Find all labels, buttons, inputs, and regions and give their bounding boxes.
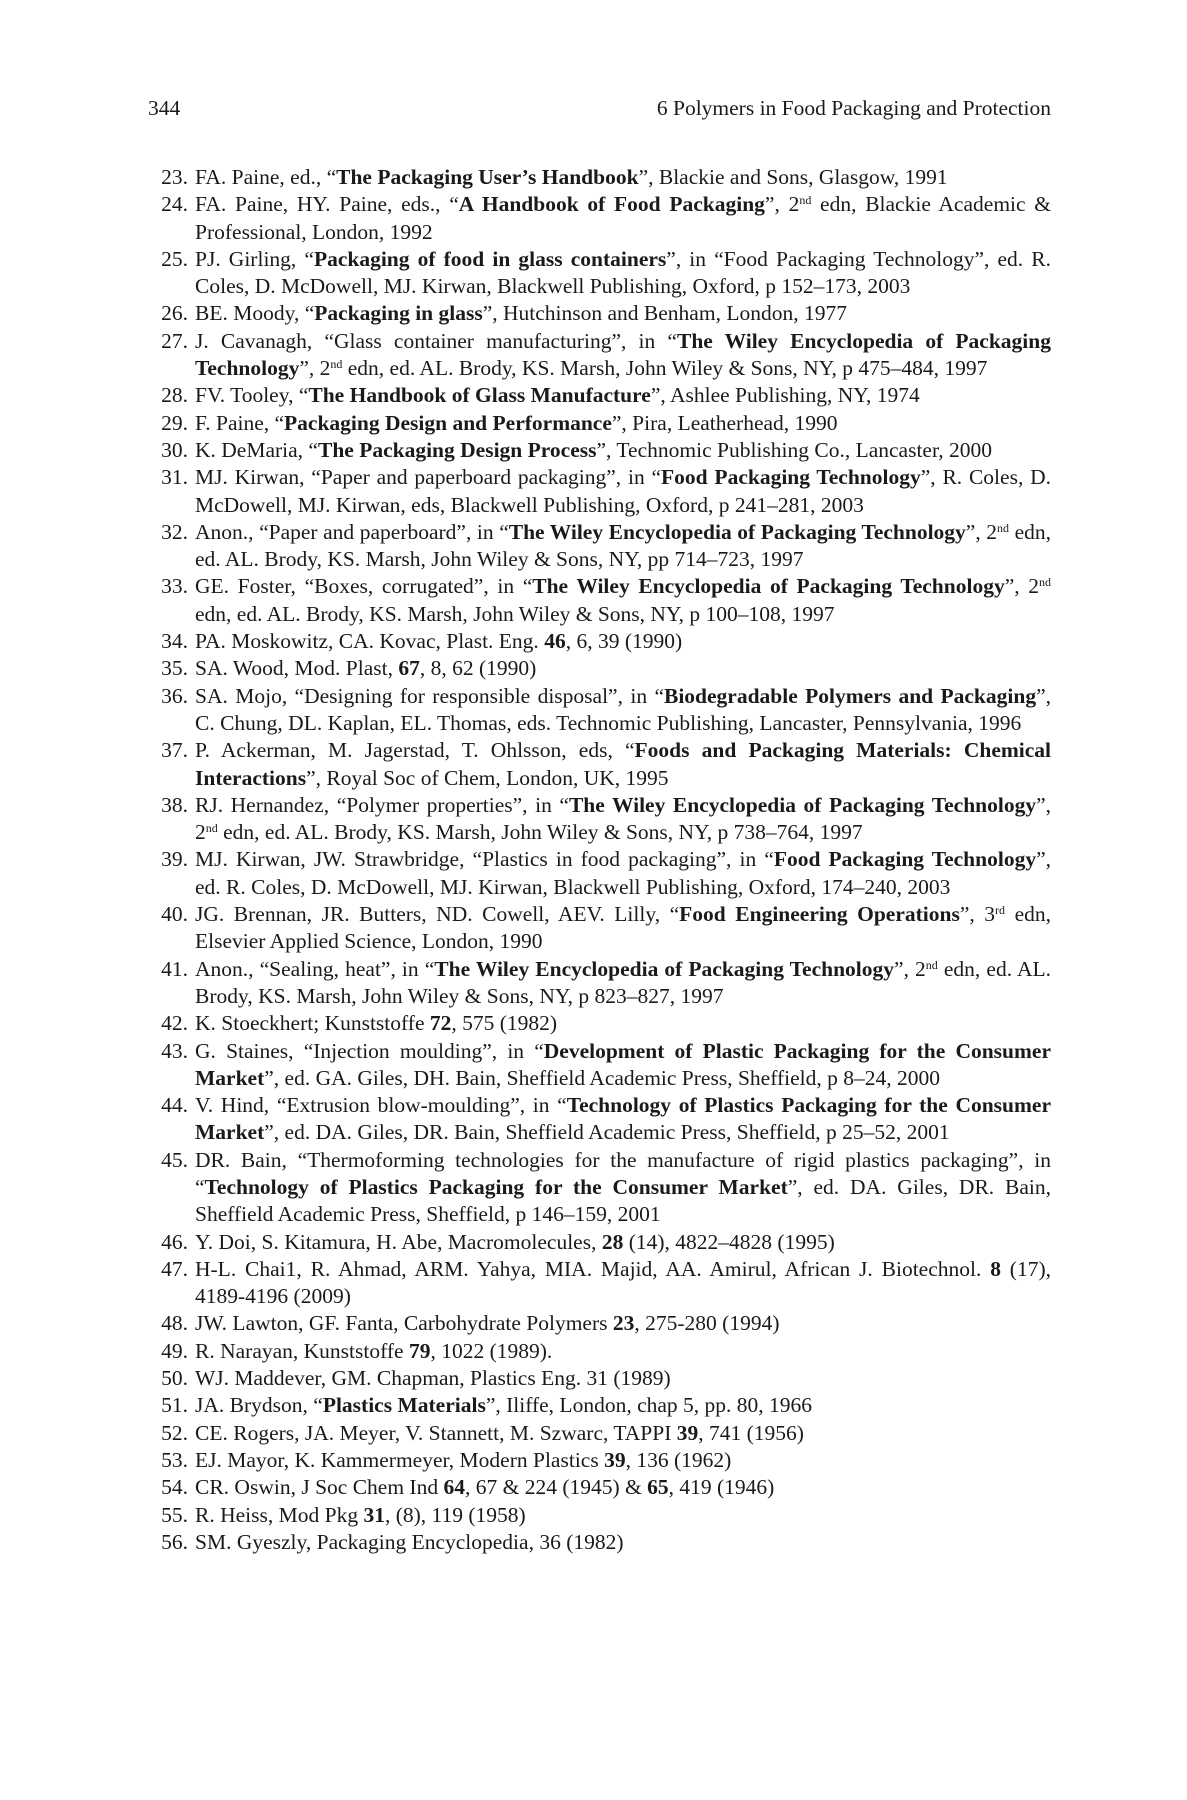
reference-text-run: R. Narayan, Kunststoffe bbox=[195, 1338, 409, 1363]
reference-number: 54. bbox=[161, 1475, 188, 1500]
reference-text-run: , 136 (1962) bbox=[625, 1447, 732, 1472]
reference-text-run: V. Hind, “Extrusion blow-moulding”, in “ bbox=[195, 1093, 567, 1118]
reference-number: 24. bbox=[161, 192, 188, 217]
ordinal-superscript: nd bbox=[925, 957, 938, 972]
reference-bold-title: 8 bbox=[990, 1256, 1001, 1281]
reference-text-run: EJ. Mayor, K. Kammermeyer, Modern Plastics bbox=[195, 1447, 605, 1472]
reference-item bbox=[148, 1310, 1051, 1337]
running-title: 6 Polymers in Food Packaging and Protection bbox=[656, 96, 1051, 120]
reference-bold-title: The Wiley Encyclopedia of Packaging Technology bbox=[195, 328, 1051, 381]
reference-text-run: ”, ed. DA. Giles, DR. Bain, Sheffield Academic Press, Sheffield, p 146–159, 2001 bbox=[195, 1174, 1051, 1227]
reference-number: 44. bbox=[161, 1093, 188, 1118]
reference-number: 38. bbox=[161, 792, 188, 817]
reference-text-run: MJ. Kirwan, “Paper and paperboard packaging”, in “ bbox=[195, 465, 662, 490]
reference-number: 37. bbox=[161, 738, 188, 763]
page-header bbox=[148, 94, 1051, 122]
reference-text bbox=[195, 1011, 557, 1035]
reference-item bbox=[148, 1365, 1051, 1392]
ordinal-superscript: nd bbox=[1039, 575, 1052, 590]
reference-text bbox=[195, 1039, 1051, 1090]
reference-text-run: CE. Rogers, JA. Meyer, V. Stannett, M. Szwarc, TAPPI bbox=[195, 1420, 677, 1445]
reference-text-run: ”, Royal Soc of Chem, London, UK, 1995 bbox=[306, 765, 669, 790]
reference-text-run: , 6, 39 (1990) bbox=[565, 629, 683, 654]
reference-text-run: JW. Lawton, GF. Fanta, Carbohydrate Polymers bbox=[195, 1311, 613, 1336]
reference-item bbox=[148, 1420, 1051, 1447]
reference-bold-title: Foods and Packaging Materials: Chemical Interactions bbox=[195, 738, 1052, 790]
reference-item bbox=[148, 573, 1051, 628]
reference-text bbox=[195, 957, 1051, 1008]
reference-item bbox=[148, 1529, 1051, 1556]
reference-text bbox=[195, 165, 948, 189]
reference-bold-title: 67 bbox=[398, 656, 420, 681]
reference-text bbox=[195, 1393, 812, 1417]
reference-item bbox=[148, 437, 1051, 464]
reference-bold-title: 23 bbox=[612, 1311, 635, 1336]
reference-text bbox=[195, 629, 682, 653]
reference-text-run: PA. Moskowitz, CA. Kovac, Plast. Eng. bbox=[195, 629, 545, 654]
reference-text bbox=[195, 1503, 526, 1527]
reference-item bbox=[148, 901, 1051, 956]
reference-bold-title: 39 bbox=[604, 1447, 626, 1472]
reference-number: 29. bbox=[161, 410, 188, 435]
reference-text-run: edn, ed. AL. Brody, KS. Marsh, John Wiley & Sons, NY, pp 714–723, 1997 bbox=[195, 519, 1052, 572]
reference-text-run: , (8), 119 (1958) bbox=[384, 1502, 526, 1527]
reference-text bbox=[195, 1311, 779, 1335]
reference-text-run: SA. Wood, Mod. Plast, bbox=[195, 656, 399, 681]
reference-number: 47. bbox=[161, 1256, 188, 1281]
reference-text bbox=[195, 793, 1051, 844]
reference-list bbox=[148, 164, 1051, 1556]
reference-text bbox=[195, 574, 1051, 625]
reference-number: 28. bbox=[161, 383, 188, 408]
reference-text-run: , 8, 62 (1990) bbox=[419, 656, 537, 681]
reference-number: 55. bbox=[161, 1502, 188, 1527]
reference-item bbox=[148, 1447, 1051, 1474]
reference-bold-title: 72 bbox=[429, 1011, 452, 1036]
reference-text-run: ”, Blackie and Sons, Glasgow, 1991 bbox=[638, 165, 948, 189]
reference-text-run: WJ. Maddever, GM. Chapman, Plastics Eng. 31 (1989) bbox=[195, 1366, 671, 1391]
reference-text-run: F. Paine, “ bbox=[195, 410, 285, 435]
reference-text bbox=[195, 1530, 624, 1554]
reference-text-run: Anon., “Paper and paperboard”, in “ bbox=[195, 519, 509, 544]
reference-text bbox=[195, 1148, 1051, 1227]
reference-item bbox=[148, 464, 1051, 519]
reference-item bbox=[148, 300, 1051, 327]
reference-number: 42. bbox=[161, 1011, 188, 1036]
reference-item bbox=[148, 737, 1051, 792]
reference-bold-title: Food Packaging Technology bbox=[773, 847, 1037, 872]
reference-text-run: ”, R. Coles, D. McDowell, MJ. Kirwan, eds, Blackwell Publishing, Oxford, p 241–281, 2003 bbox=[195, 465, 1052, 517]
reference-text bbox=[195, 684, 1051, 735]
reference-number: 51. bbox=[161, 1393, 188, 1418]
reference-bold-title: 31 bbox=[363, 1502, 385, 1527]
reference-text-run: FA. Paine, ed., “ bbox=[195, 165, 337, 189]
reference-item bbox=[148, 792, 1051, 847]
reference-text-run: P. Ackerman, M. Jagerstad, T. Ohlsson, eds, “ bbox=[195, 738, 635, 763]
reference-item bbox=[148, 683, 1051, 738]
reference-item bbox=[148, 382, 1051, 409]
reference-bold-title: Plastics Materials bbox=[322, 1393, 486, 1418]
reference-number: 32. bbox=[161, 519, 188, 544]
reference-text-run: GE. Foster, “Boxes, corrugated”, in “ bbox=[195, 574, 533, 599]
reference-text-run: , 575 (1982) bbox=[451, 1011, 558, 1036]
reference-bold-title: The Wiley Encyclopedia of Packaging Technology bbox=[532, 574, 1005, 599]
reference-text-run: ”, 2 bbox=[195, 792, 1051, 845]
page-number: 344 bbox=[148, 96, 181, 120]
reference-item bbox=[148, 164, 1051, 191]
reference-text-run: MJ. Kirwan, JW. Strawbridge, “Plastics in food packaging”, in “ bbox=[195, 847, 774, 872]
reference-bold-title: Technology of Plastics Packaging for the Consumer Market bbox=[195, 1093, 1051, 1145]
reference-text-run: , 67 & 224 (1945) & bbox=[464, 1475, 648, 1500]
reference-text-run: , 419 (1946) bbox=[668, 1475, 775, 1500]
reference-text bbox=[195, 1339, 552, 1363]
reference-text-run: edn, ed. AL. Brody, KS. Marsh, John Wiley & Sons, NY, p 738–764, 1997 bbox=[217, 820, 863, 845]
reference-number: 41. bbox=[161, 956, 188, 981]
reference-bold-title: 46 bbox=[544, 629, 566, 654]
reference-bold-title: 64 bbox=[443, 1475, 465, 1500]
reference-bold-title: Food Packaging Technology bbox=[661, 465, 921, 490]
reference-text-run: ”, ed. R. Coles, D. McDowell, MJ. Kirwan, Blackwell Publishing, Oxford, 174–240, 2003 bbox=[195, 847, 1051, 899]
reference-bold-title: Development of Plastic Packaging for the Consumer Market bbox=[195, 1038, 1051, 1090]
reference-text-run: K. DeMaria, “ bbox=[195, 437, 318, 462]
reference-text-run: Anon., “Sealing, heat”, in “ bbox=[195, 956, 435, 981]
reference-number: 25. bbox=[161, 246, 188, 271]
reference-text bbox=[195, 1366, 671, 1390]
reference-bold-title: Packaging in glass bbox=[314, 301, 483, 326]
reference-bold-title: The Packaging User’s Handbook bbox=[336, 165, 639, 189]
reference-bold-title: Food Engineering Operations bbox=[679, 902, 960, 927]
reference-text-run: , 275-280 (1994) bbox=[634, 1311, 780, 1336]
reference-number: 39. bbox=[161, 847, 188, 872]
reference-text bbox=[195, 1475, 774, 1499]
reference-number: 26. bbox=[161, 301, 188, 326]
reference-text-run: G. Staines, “Injection moulding”, in “ bbox=[195, 1038, 544, 1063]
reference-item bbox=[148, 328, 1051, 383]
reference-text-run: ”, C. Chung, DL. Kaplan, EL. Thomas, eds. Technomic Publishing, Lancaster, Pennsylvania, 1996 bbox=[195, 683, 1051, 735]
reference-text bbox=[195, 465, 1051, 516]
reference-item bbox=[148, 628, 1051, 655]
reference-bold-title: 65 bbox=[647, 1475, 669, 1500]
ordinal-superscript: nd bbox=[997, 520, 1010, 535]
reference-text bbox=[195, 329, 1051, 380]
reference-text bbox=[195, 192, 1051, 243]
reference-number: 33. bbox=[161, 574, 188, 599]
reference-text bbox=[195, 656, 536, 680]
reference-text bbox=[195, 1093, 1051, 1144]
reference-item bbox=[148, 956, 1051, 1011]
reference-number: 36. bbox=[161, 683, 188, 708]
reference-bold-title: The Packaging Design Process bbox=[317, 437, 597, 462]
reference-number: 50. bbox=[161, 1366, 188, 1391]
reference-item bbox=[148, 1092, 1051, 1147]
ordinal-superscript: nd bbox=[205, 821, 218, 836]
reference-bold-title: A Handbook of Food Packaging bbox=[458, 192, 765, 217]
reference-item bbox=[148, 410, 1051, 437]
reference-text-run: edn, ed. AL. Brody, KS. Marsh, John Wiley & Sons, NY, p 823–827, 1997 bbox=[195, 956, 1052, 1008]
reference-text bbox=[195, 301, 847, 325]
reference-text-run: (17), 4189-4196 (2009) bbox=[195, 1256, 1051, 1309]
reference-text-run: FV. Tooley, “ bbox=[195, 383, 309, 408]
reference-number: 52. bbox=[161, 1420, 188, 1445]
reference-text-run: K. Stoeckhert; Kunststoffe bbox=[195, 1011, 430, 1036]
reference-number: 23. bbox=[161, 165, 188, 189]
reference-text bbox=[195, 738, 1051, 789]
reference-bold-title: Biodegradable Polymers and Packaging bbox=[663, 683, 1037, 708]
reference-number: 31. bbox=[161, 465, 188, 490]
reference-text-run: JA. Brydson, “ bbox=[195, 1393, 323, 1418]
reference-text bbox=[195, 1421, 804, 1445]
reference-number: 46. bbox=[161, 1229, 188, 1254]
reference-text-run: PJ. Girling, “ bbox=[195, 246, 314, 271]
reference-text-run: RJ. Hernandez, “Polymer properties”, in “ bbox=[195, 792, 569, 817]
reference-item bbox=[148, 246, 1051, 301]
reference-bold-title: The Handbook of Glass Manufacture bbox=[308, 383, 651, 408]
reference-text-run: R. Heiss, Mod Pkg bbox=[195, 1502, 364, 1527]
reference-item bbox=[148, 1010, 1051, 1037]
reference-text bbox=[195, 1448, 731, 1472]
reference-number: 56. bbox=[161, 1529, 188, 1554]
reference-text-run: ”, 2 bbox=[299, 356, 331, 381]
reference-text-run: ”, 2 bbox=[1004, 574, 1040, 599]
reference-item bbox=[148, 519, 1051, 574]
ordinal-superscript: nd bbox=[799, 193, 812, 208]
reference-bold-title: 79 bbox=[408, 1338, 431, 1363]
reference-number: 35. bbox=[161, 656, 188, 681]
reference-item bbox=[148, 1502, 1051, 1529]
reference-text-run: ”, Pira, Leatherhead, 1990 bbox=[611, 410, 838, 435]
reference-text-run: , 1022 (1989). bbox=[430, 1338, 553, 1363]
reference-bold-title: Technology of Plastics Packaging for the Consumer Market bbox=[204, 1174, 788, 1199]
reference-text-run: ”, 2 bbox=[764, 192, 800, 217]
reference-text bbox=[195, 411, 838, 435]
reference-number: 45. bbox=[161, 1147, 188, 1172]
reference-number: 40. bbox=[161, 902, 188, 927]
reference-text-run: edn, ed. AL. Brody, KS. Marsh, John Wiley & Sons, NY, p 475–484, 1997 bbox=[342, 356, 988, 381]
reference-text-run: (14), 4822–4828 (1995) bbox=[623, 1229, 835, 1254]
reference-text-run: edn, Blackie Academic & Professional, London, 1992 bbox=[195, 192, 1052, 244]
reference-text-run: SM. Gyeszly, Packaging Encyclopedia, 36 (1982) bbox=[195, 1529, 624, 1554]
reference-item bbox=[148, 1474, 1051, 1501]
reference-item bbox=[148, 1392, 1051, 1419]
reference-text bbox=[195, 847, 1051, 898]
reference-text bbox=[195, 438, 992, 462]
reference-text-run: ”, in “Food Packaging Technology”, ed. R. Coles, D. McDowell, MJ. Kirwan, Blackwell Publishing, Oxford, p 152–173, 2003 bbox=[195, 246, 1051, 299]
reference-item bbox=[148, 1338, 1051, 1365]
reference-text bbox=[195, 902, 1051, 953]
reference-text-run: ”, Technomic Publishing Co., Lancaster, 2000 bbox=[596, 437, 993, 462]
ordinal-superscript: rd bbox=[995, 903, 1006, 918]
ordinal-superscript: nd bbox=[330, 357, 343, 372]
reference-text-run: edn, Elsevier Applied Science, London, 1990 bbox=[195, 902, 1051, 954]
reference-text bbox=[195, 520, 1051, 571]
reference-text bbox=[195, 1230, 835, 1254]
reference-bold-title: Packaging of food in glass containers bbox=[313, 246, 667, 271]
reference-text-run: FA. Paine, HY. Paine, eds., “ bbox=[195, 192, 459, 217]
reference-number: 43. bbox=[161, 1038, 188, 1063]
reference-text-run: DR. Bain, “Thermoforming technologies for the manufacture of rigid plastics packaging”, in “ bbox=[195, 1147, 1051, 1199]
reference-bold-title: Packaging Design and Performance bbox=[284, 410, 612, 435]
reference-bold-title: The Wiley Encyclopedia of Packaging Technology bbox=[508, 519, 966, 544]
reference-number: 53. bbox=[161, 1447, 188, 1472]
reference-text bbox=[195, 1257, 1051, 1308]
reference-item bbox=[148, 655, 1051, 682]
reference-number: 49. bbox=[161, 1338, 188, 1363]
reference-item bbox=[148, 846, 1051, 901]
reference-text-run: ”, 3 bbox=[959, 902, 996, 927]
reference-item bbox=[148, 191, 1051, 246]
reference-bold-title: The Wiley Encyclopedia of Packaging Technology bbox=[568, 792, 1037, 817]
reference-bold-title: The Wiley Encyclopedia of Packaging Technology bbox=[434, 956, 895, 981]
reference-text-run: Y. Doi, S. Kitamura, H. Abe, Macromolecules, bbox=[195, 1229, 602, 1254]
reference-number: 27. bbox=[161, 328, 188, 353]
reference-text-run: , 741 (1956) bbox=[698, 1420, 804, 1445]
reference-bold-title: 28 bbox=[601, 1229, 624, 1254]
reference-text-run: ”, 2 bbox=[894, 956, 926, 981]
reference-number: 30. bbox=[161, 437, 188, 462]
reference-number: 34. bbox=[161, 629, 188, 654]
reference-text-run: BE. Moody, “ bbox=[195, 301, 315, 326]
reference-number: 48. bbox=[161, 1311, 188, 1336]
reference-text-run: SA. Mojo, “Designing for responsible disposal”, in “ bbox=[195, 683, 664, 708]
reference-text-run: ”, Iliffe, London, chap 5, pp. 80, 1966 bbox=[485, 1393, 813, 1418]
reference-text bbox=[195, 383, 920, 407]
reference-bold-title: 39 bbox=[676, 1420, 699, 1445]
reference-text-run: ”, 2 bbox=[965, 519, 998, 544]
reference-text-run: H-L. Chai1, R. Ahmad, ARM. Yahya, MIA. Majid, AA. Amirul, African J. Biotechnol. bbox=[195, 1256, 991, 1281]
reference-text-run: ”, ed. DA. Giles, DR. Bain, Sheffield Academic Press, Sheffield, p 25–52, 2001 bbox=[264, 1120, 950, 1145]
reference-text-run: JG. Brennan, JR. Butters, ND. Cowell, AEV. Lilly, “ bbox=[195, 902, 680, 927]
reference-item bbox=[148, 1147, 1051, 1229]
reference-text-run: ”, Ashlee Publishing, NY, 1974 bbox=[650, 383, 920, 408]
reference-text-run: J. Cavanagh, “Glass container manufacturing”, in “ bbox=[195, 328, 677, 353]
reference-text-run: CR. Oswin, J Soc Chem Ind bbox=[195, 1475, 444, 1500]
reference-text-run: ”, Hutchinson and Benham, London, 1977 bbox=[482, 301, 847, 326]
reference-text-run: ”, ed. GA. Giles, DH. Bain, Sheffield Academic Press, Sheffield, p 8–24, 2000 bbox=[264, 1065, 940, 1090]
reference-item bbox=[148, 1038, 1051, 1093]
reference-text bbox=[195, 247, 1051, 298]
reference-item bbox=[148, 1256, 1051, 1311]
reference-item bbox=[148, 1229, 1051, 1256]
reference-text-run: edn, ed. AL. Brody, KS. Marsh, John Wiley & Sons, NY, p 100–108, 1997 bbox=[195, 601, 835, 626]
